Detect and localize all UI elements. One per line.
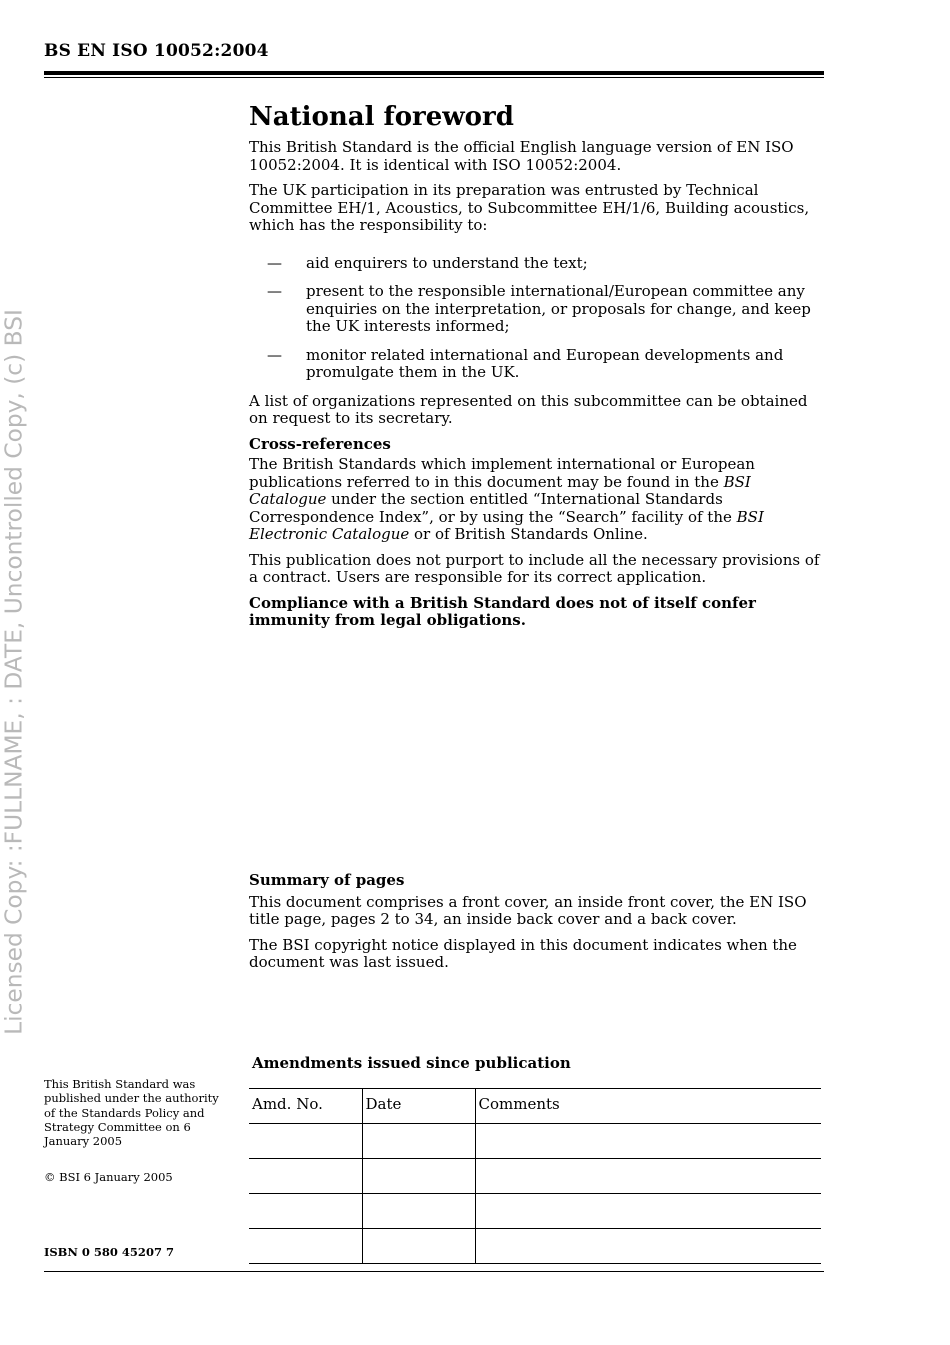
table-cell <box>362 1159 475 1194</box>
national-foreword <box>249 100 829 638</box>
table-row <box>249 1124 821 1159</box>
column-header-comments: Comments <box>475 1089 821 1124</box>
table-cell <box>249 1159 362 1194</box>
column-header-amd-no: Amd. No. <box>249 1089 362 1124</box>
dash-bullet: — <box>267 253 282 272</box>
table-cell <box>362 1229 475 1264</box>
summary-pages-text: This document comprises a front cover, an inside front cover, the EN ISO title page, pages 2 to 34, an inside back cover and a back cover. <box>249 892 807 928</box>
table-cell <box>475 1229 821 1264</box>
copyright-line: © BSI 6 January 2005 <box>44 1170 173 1184</box>
list-item <box>249 255 829 273</box>
isbn: ISBN 0 580 45207 7 <box>44 1245 174 1259</box>
table-cell <box>475 1194 821 1229</box>
amendments-title: Amendments issued since publication <box>252 1054 571 1072</box>
table-cell <box>249 1124 362 1159</box>
footer-rule <box>44 1271 824 1272</box>
table-row <box>249 1229 821 1264</box>
table-row <box>249 1159 821 1194</box>
publication-authority: This British Standard was published under the authority of the Standards Policy and Strategy Committee on 6 January 2005 <box>44 1077 219 1149</box>
column-header-date: Date <box>362 1089 475 1124</box>
table-cell <box>362 1194 475 1229</box>
list-item <box>249 347 829 382</box>
table-header-row <box>249 1089 821 1124</box>
crossref-text-2: under the section entitled “International Standards Correspondence Index”, or by using the “Search” facility of the <box>249 490 737 526</box>
bsi-catalogue-ref: BSI Catalogue <box>249 472 751 508</box>
cross-references-heading: Cross-references <box>249 434 391 453</box>
table-cell <box>249 1194 362 1229</box>
document-code: BS EN ISO 10052:2004 <box>44 41 269 61</box>
organizations-paragraph: A list of organizations represented on this subcommittee can be obtained on request to its secretary. <box>249 391 808 427</box>
summary-copyright-text: The BSI copyright notice displayed in this document indicates when the document was last issued. <box>249 935 797 971</box>
compliance-statement: Compliance with a British Standard does not of itself confer immunity from legal obligations. <box>249 593 756 629</box>
list-item-text: aid enquirers to understand the text; <box>306 253 588 272</box>
license-watermark: Licensed Copy: :FULLNAME, : DATE, Uncontrolled Copy, (c) BSI <box>0 309 28 1035</box>
table-cell <box>475 1159 821 1194</box>
table-cell <box>362 1124 475 1159</box>
table-row <box>249 1194 821 1229</box>
header-rule-thin <box>44 77 824 78</box>
dash-bullet: — <box>267 282 282 300</box>
responsibility-list <box>249 255 829 382</box>
crossref-text-3: or of British Standards Online. <box>409 525 648 543</box>
summary-of-pages <box>249 872 829 980</box>
bsi-electronic-catalogue-ref: BSI Electronic Catalogue <box>249 507 764 543</box>
list-item-text: monitor related international and European developments and promulgate them in the UK. <box>306 345 784 381</box>
amendments-table <box>249 1088 821 1264</box>
foreword-title: National foreword <box>249 102 514 132</box>
summary-heading: Summary of pages <box>249 871 405 889</box>
foreword-participation: The UK participation in its preparation was entrusted by Technical Committee EH/1, Acoustics, to Subcommittee EH/1/6, Building acoustics, which has the responsibility to: <box>249 181 810 234</box>
crossref-text-1: The British Standards which implement international or European publications referred to in this document may be found in the <box>249 455 755 491</box>
list-item-text: present to the responsible international/European committee any enquiries on the interpretation, or proposals for change, and keep the UK interests informed; <box>306 282 811 335</box>
dash-bullet: — <box>267 345 282 364</box>
provisions-paragraph: This publication does not purport to include all the necessary provisions of a contract. Users are responsible for its correct application. <box>249 550 820 586</box>
list-item <box>249 283 829 336</box>
table-cell <box>475 1124 821 1159</box>
table-cell <box>249 1229 362 1264</box>
foreword-intro: This British Standard is the official English language version of EN ISO 10052:2004. It is identical with ISO 10052:2004. <box>249 138 794 174</box>
cross-references-paragraph <box>249 456 829 544</box>
header-rule-thick <box>44 71 824 75</box>
